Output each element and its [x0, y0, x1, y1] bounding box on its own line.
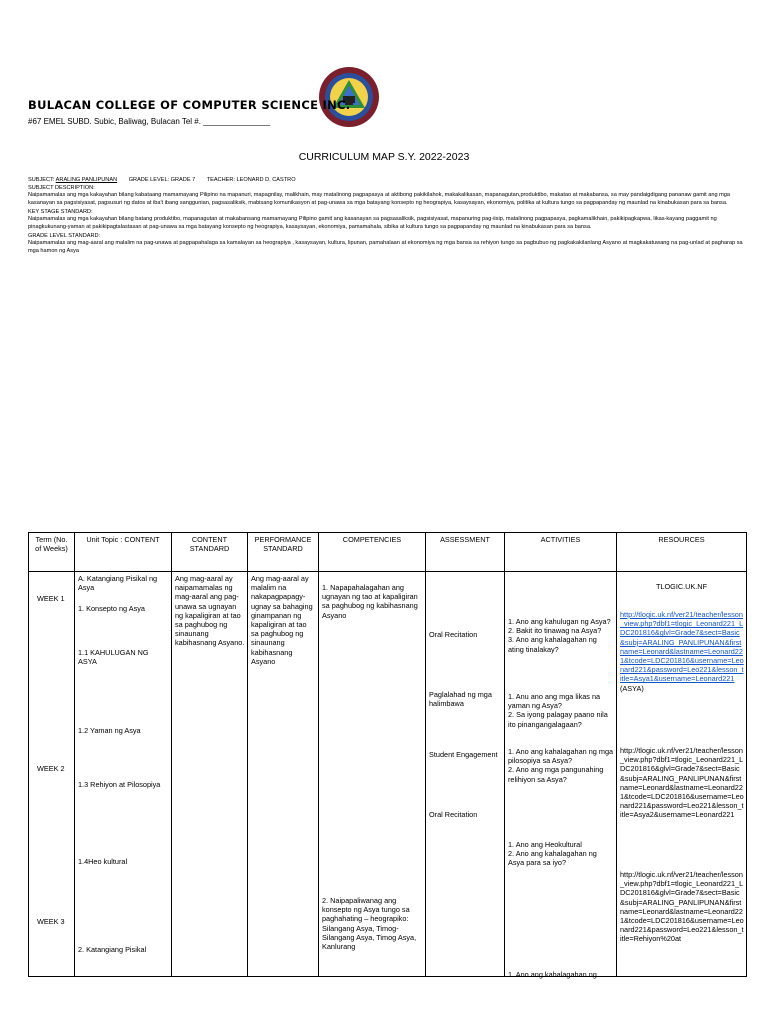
- resource-url: http://tlogic.uk.nf/ver21/teacher/lesson_view.php?dbf1=tlogic_Leonard221_LDC201816&glvl=Grade7&sect=Basic&subj=ARALING_PANLIPUNAN&firstname=Leonard&lastname=Leonard221&tcode=LDC201816&username=Leonard221&password=Leo221&lesson_title=Asya2&username=Leonard221: [620, 746, 744, 820]
- resource-url: http://tlogic.uk.nf/ver21/teacher/lesson_view.php?dbf1=tlogic_Leonard221_LDC201816&glvl=Grade7&sect=Basic&subj=ARALING_PANLIPUNAN&firstname=Leonard&lastname=Leonard221&tcode=LDC201816&username=Leonard221&password=Leo221&lesson_title=Rehiyon%20at: [620, 870, 744, 944]
- term-cell: [29, 572, 75, 977]
- competency: 1. Napapahalagahan ang ugnayan ng tao at kapaligiran sa paghubog ng kabihasnang Asyano: [322, 583, 418, 620]
- assessment: Student Engagement: [429, 750, 498, 759]
- week-label: WEEK 3: [37, 917, 65, 926]
- subject-description: Naipamamalas ang mga kakayahan bilang kabataang mamamayang Pilipino na mapanuri, mapagnilay, malikhain, may matalinong pagpapasya at aktibong pakikilahok, makakalikasan, mapanagutan,produktibo, makatao at makabansa, sa may pandaigdigang pananaw gamit ang mga kasanayan sa pagsisiyasat, pagsusuri ng datos at iba't ibang sanggunian, pagsasaliksik, mabisang komunikasyon at pag-unawa sa mga batayang konsepto ng heograpiya, kasaysayan, ekonomiya, politika at kultura tungo sa pagpapanday ng maunlad na kinabukasan para sa bansa.: [28, 192, 731, 206]
- performance-standard-cell: [248, 572, 319, 977]
- assessment: Oral Recitation: [429, 810, 478, 819]
- unit-topic: 1.2 Yaman ng Asya: [78, 726, 141, 735]
- assessment: Oral Recitation: [429, 630, 478, 639]
- header-activities: ACTIVITIES: [505, 533, 617, 572]
- curriculum-meta: [28, 177, 746, 257]
- header-unit: Unit Topic : CONTENT: [75, 533, 172, 572]
- school-address: #67 EMEL SUBD. Subic, Baliwag, Bulacan Tel #. _______________: [28, 117, 270, 126]
- grade-level-standard-label: GRADE LEVEL STANDARD:: [28, 232, 101, 239]
- subject-label: SUBJECT:: [28, 177, 55, 183]
- week-label: WEEK 2: [37, 764, 65, 773]
- table-header-row: [29, 533, 747, 572]
- activity: 1. Ano ang Heokultural 2. Ano ang kahalagahan ng Asya para sa iyo?: [508, 840, 597, 868]
- grade-level: GRADE LEVEL: GRADE 7: [128, 177, 196, 183]
- grade-level-standard: Naipamamalas ang mag-aaral ang malalim na pag-unawa at pagpapahalaga sa kamalayan sa heograpiya , kasaysayan, kultura, lipunan, pamahalaan at ekonomiya ng mga bansa sa rehiyon tungo sa pagbubuo ng pagkakakilanlang Asyano at magkakatuwang na pag-unlad at pagharap sa mga hamon ng Asya: [28, 240, 743, 254]
- unit-topic: 1.1 KAHULUGAN NG ASYA: [78, 648, 149, 667]
- meta-row: [28, 177, 746, 185]
- header-term: Term (No. of Weeks): [29, 533, 75, 572]
- unit-topic: A. Katangiang Pisikal ng Asya: [78, 574, 158, 593]
- header-resources: RESOURCES: [617, 533, 747, 572]
- school-name: BULACAN COLLEGE OF COMPUTER SCIENCE INC.: [28, 98, 351, 112]
- competencies-cell: [319, 572, 426, 977]
- resource-site: TLOGIC.UK.NF: [655, 582, 708, 591]
- header-assessment: ASSESSMENT: [426, 533, 505, 572]
- unit-topic: 1.3 Rehiyon at Pilosopiya: [78, 780, 161, 789]
- unit-topic: 2. Katangiang Pisikal: [78, 945, 147, 954]
- curriculum-table: [28, 532, 747, 977]
- activity: 1. Ano ang kahalagahan ng mga pilosopiya sa Asya? 2. Ano ang mga pangunahing relihiyon sa Asya?: [508, 747, 614, 784]
- content-standard-cell: [172, 572, 248, 977]
- assessment-cell: [426, 572, 505, 977]
- subject-value: ARALING PANLIPUNAN: [55, 177, 118, 183]
- resource-link[interactable]: http://tlogic.uk.nf/ver21/teacher/lesson_view.php?dbf1=tlogic_Leonard221_LDC201816&glvl=Grade7&sect=Basic&subj=ARALING_PANLIPUNAN&firstname=Leonard&lastname=Leonard221&tcode=LDC201816&username=Leonard221&password=Leo221&lesson_title=Asya1&username=Leonard221: [620, 610, 744, 684]
- key-stage-label: KEY STAGE STANDARD:: [28, 208, 93, 215]
- header-competencies: COMPETENCIES: [319, 533, 426, 572]
- page-title: CURRICULUM MAP S.Y. 2022-2023: [298, 151, 470, 163]
- week-label: WEEK 1: [37, 594, 65, 603]
- school-logo: [318, 66, 380, 128]
- teacher: TEACHER: LEONARD D. CASTRO: [206, 177, 296, 183]
- table-row: [29, 572, 747, 977]
- unit-cell: [75, 572, 172, 977]
- activities-cell: [505, 572, 617, 977]
- assessment: Paglalahad ng mga halimbawa: [429, 690, 492, 709]
- header-content-standard: CONTENT STANDARD: [172, 533, 248, 572]
- competency: 2. Naipapaliwanag ang konsepto ng Asya tungo sa paghahating – heograpiko: Silangang Asya, Timog-Silangang Asya, Timog Asya, Kanlurang: [322, 896, 417, 952]
- activity: 1. Ano ang kahulugan ng Asya? 2. Bakit ito tinawag na Asya? 3. Ano ang kahalagahan ng ating tinalakay?: [508, 617, 611, 654]
- unit-topic: 1.4Heo kultural: [78, 857, 128, 866]
- header-performance-standard: PERFORMANCE STANDARD: [248, 533, 319, 572]
- subject-description-label: SUBJECT DESCRIPTION:: [28, 184, 95, 191]
- activity: 1. Ano ang kahalagahan ng: [508, 970, 597, 979]
- unit-topic: 1. Konsepto ng Asya: [78, 604, 145, 613]
- resource-link-suffix: (ASYA): [620, 683, 644, 693]
- performance-standard: Ang mag-aaral ay malalim na nakapagpapagy-ugnay sa bahaging ginampanan ng kapaligiran at tao sa paghubog ng sinaunang kabihasnang Asyano: [251, 574, 313, 666]
- resources-cell: [617, 572, 747, 977]
- key-stage-standard: Naipamamalas ang mga kakayahan bilang batang produktibo, mapanagutan at makabansang mamamayang Pilipino gamit ang kasanayan sa pagsasaliksik, pagsisiyasat, mapanuring pag-iisip, matalinong pagpapasya, pagkamalikhain, pakikipagkapwa, likas-kayang paggamit ng pinagkukunang-yaman at pakikipagtalastasan at pag-unawa sa mga batayang konsepto ng heograpiya, kasaysayan, ekonomiya, pamamahala, sibika at kultura tungo sa pagpapanday ng maunlad na kinabukasan para sa bansa.: [28, 216, 717, 230]
- activity: 1. Anu ano ang mga likas na yaman ng Asya? 2. Sa iyong palagay paano nila ito pinangangalagaan?: [508, 692, 608, 729]
- content-standard: Ang mag-aaral ay naipamamalas ng mag-aaral ang pag-unawa sa ugnayan ng kapaligiran at tao sa paghubog ng sinaunang kabihasnang Asyano.: [175, 574, 245, 648]
